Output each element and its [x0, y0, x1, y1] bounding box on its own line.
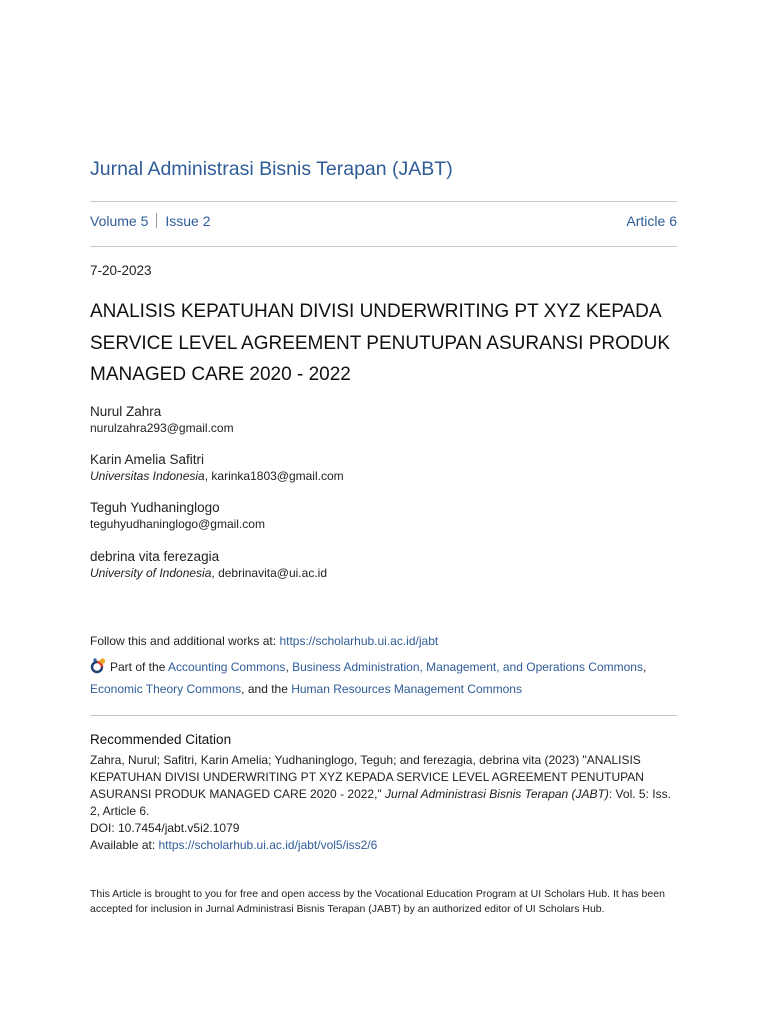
author-info: [90, 516, 265, 533]
citation-doi: DOI: 10.7454/jabt.v5i2.1079: [90, 821, 240, 835]
publication-date: 7-20-2023: [90, 263, 152, 278]
article-link[interactable]: Article 6: [626, 213, 677, 229]
citation-heading: Recommended Citation: [90, 732, 232, 747]
top-divider: [90, 201, 677, 202]
follow-text: Follow this and additional works at:: [90, 634, 280, 648]
author-block: [90, 548, 327, 582]
citation-journal: Jurnal Administrasi Bisnis Terapan (JABT): [385, 787, 609, 801]
issue-link[interactable]: Issue 2: [165, 213, 211, 229]
author-name: Teguh Yudhaninglogo: [90, 500, 220, 515]
commons-link-accounting[interactable]: Accounting Commons: [168, 660, 286, 674]
issue-row: [90, 213, 677, 229]
network-commons-icon: [90, 657, 107, 674]
commons-separator: ,: [642, 660, 647, 674]
citation-divider: [90, 715, 677, 716]
author-email: nurulzahra293@gmail.com: [90, 421, 234, 435]
journal-title-link[interactable]: Jurnal Administrasi Bisnis Terapan (JABT): [90, 158, 453, 180]
author-block: [90, 403, 234, 437]
citation-text-after: : Vol. 5: Iss. 2, Article 6.: [90, 787, 671, 818]
volume-link[interactable]: Volume 5: [90, 213, 149, 229]
issue-separator: [156, 213, 157, 228]
author-email: debrinavita@ui.ac.id: [218, 566, 327, 580]
part-of-prefix: Part of the: [110, 660, 169, 674]
commons-link-economic-theory[interactable]: Economic Theory Commons: [90, 682, 242, 696]
author-block: [90, 499, 265, 533]
author-name: Nurul Zahra: [90, 404, 162, 419]
author-affiliation: Universitas Indonesia: [90, 469, 205, 483]
author-block: [90, 451, 344, 485]
author-email: karinka1803@gmail.com: [211, 469, 344, 483]
author-info: [90, 420, 234, 437]
commons-link-human-resources[interactable]: Human Resources Management Commons: [291, 682, 522, 696]
author-info: Universitas Indonesia, karinka1803@gmail.com: [90, 469, 344, 483]
available-link[interactable]: https://scholarhub.ui.ac.id/jabt/vol5/iss2/6: [158, 838, 378, 852]
citation-text-before: Zahra, Nurul; Safitri, Karin Amelia; Yudhaninglogo, Teguh; and ferezagia, debrina vita (2023) "ANALISIS KEPATUHAN DIVISI UNDERWRITING PT XYZ KEPADA SERVICE LEVEL AGREEMENT PENUTUPAN ASURANSI PRODUK MANAGED CARE 2020 - 2022,": [90, 753, 644, 801]
part-of-commons: [90, 656, 680, 700]
available-label: Available at:: [90, 838, 159, 852]
issue-divider: [90, 246, 677, 247]
article-title: ANALISIS KEPATUHAN DIVISI UNDERWRITING PT XYZ KEPADA SERVICE LEVEL AGREEMENT PENUTUPAN ASURANSI PRODUK MANAGED CARE 2020 - 2022: [90, 301, 671, 385]
open-access-notice: This Article is brought to you for free and open access by the Vocational Education Program at UI Scholars Hub. It has been accepted for inclusion in Jurnal Administrasi Bisnis Terapan (JABT) by an authorized editor of UI Scholars Hub.: [90, 888, 665, 915]
author-name: Karin Amelia Safitri: [90, 452, 205, 467]
author-email: teguhyudhaninglogo@gmail.com: [90, 517, 265, 531]
citation-text: [90, 752, 680, 820]
commons-separator: , and the: [241, 682, 292, 696]
follow-link[interactable]: https://scholarhub.ui.ac.id/jabt: [279, 634, 439, 648]
author-name: debrina vita ferezagia: [90, 549, 220, 564]
commons-link-business-administration[interactable]: Business Administration, Management, and Operations Commons: [292, 660, 643, 674]
author-affiliation: University of Indonesia: [90, 566, 212, 580]
citation-body: [90, 752, 680, 854]
follow-line: [90, 634, 438, 648]
citation-available: [90, 837, 680, 854]
commons-separator: ,: [285, 660, 293, 674]
author-info: University of Indonesia, debrinavita@ui.ac.id: [90, 566, 327, 580]
